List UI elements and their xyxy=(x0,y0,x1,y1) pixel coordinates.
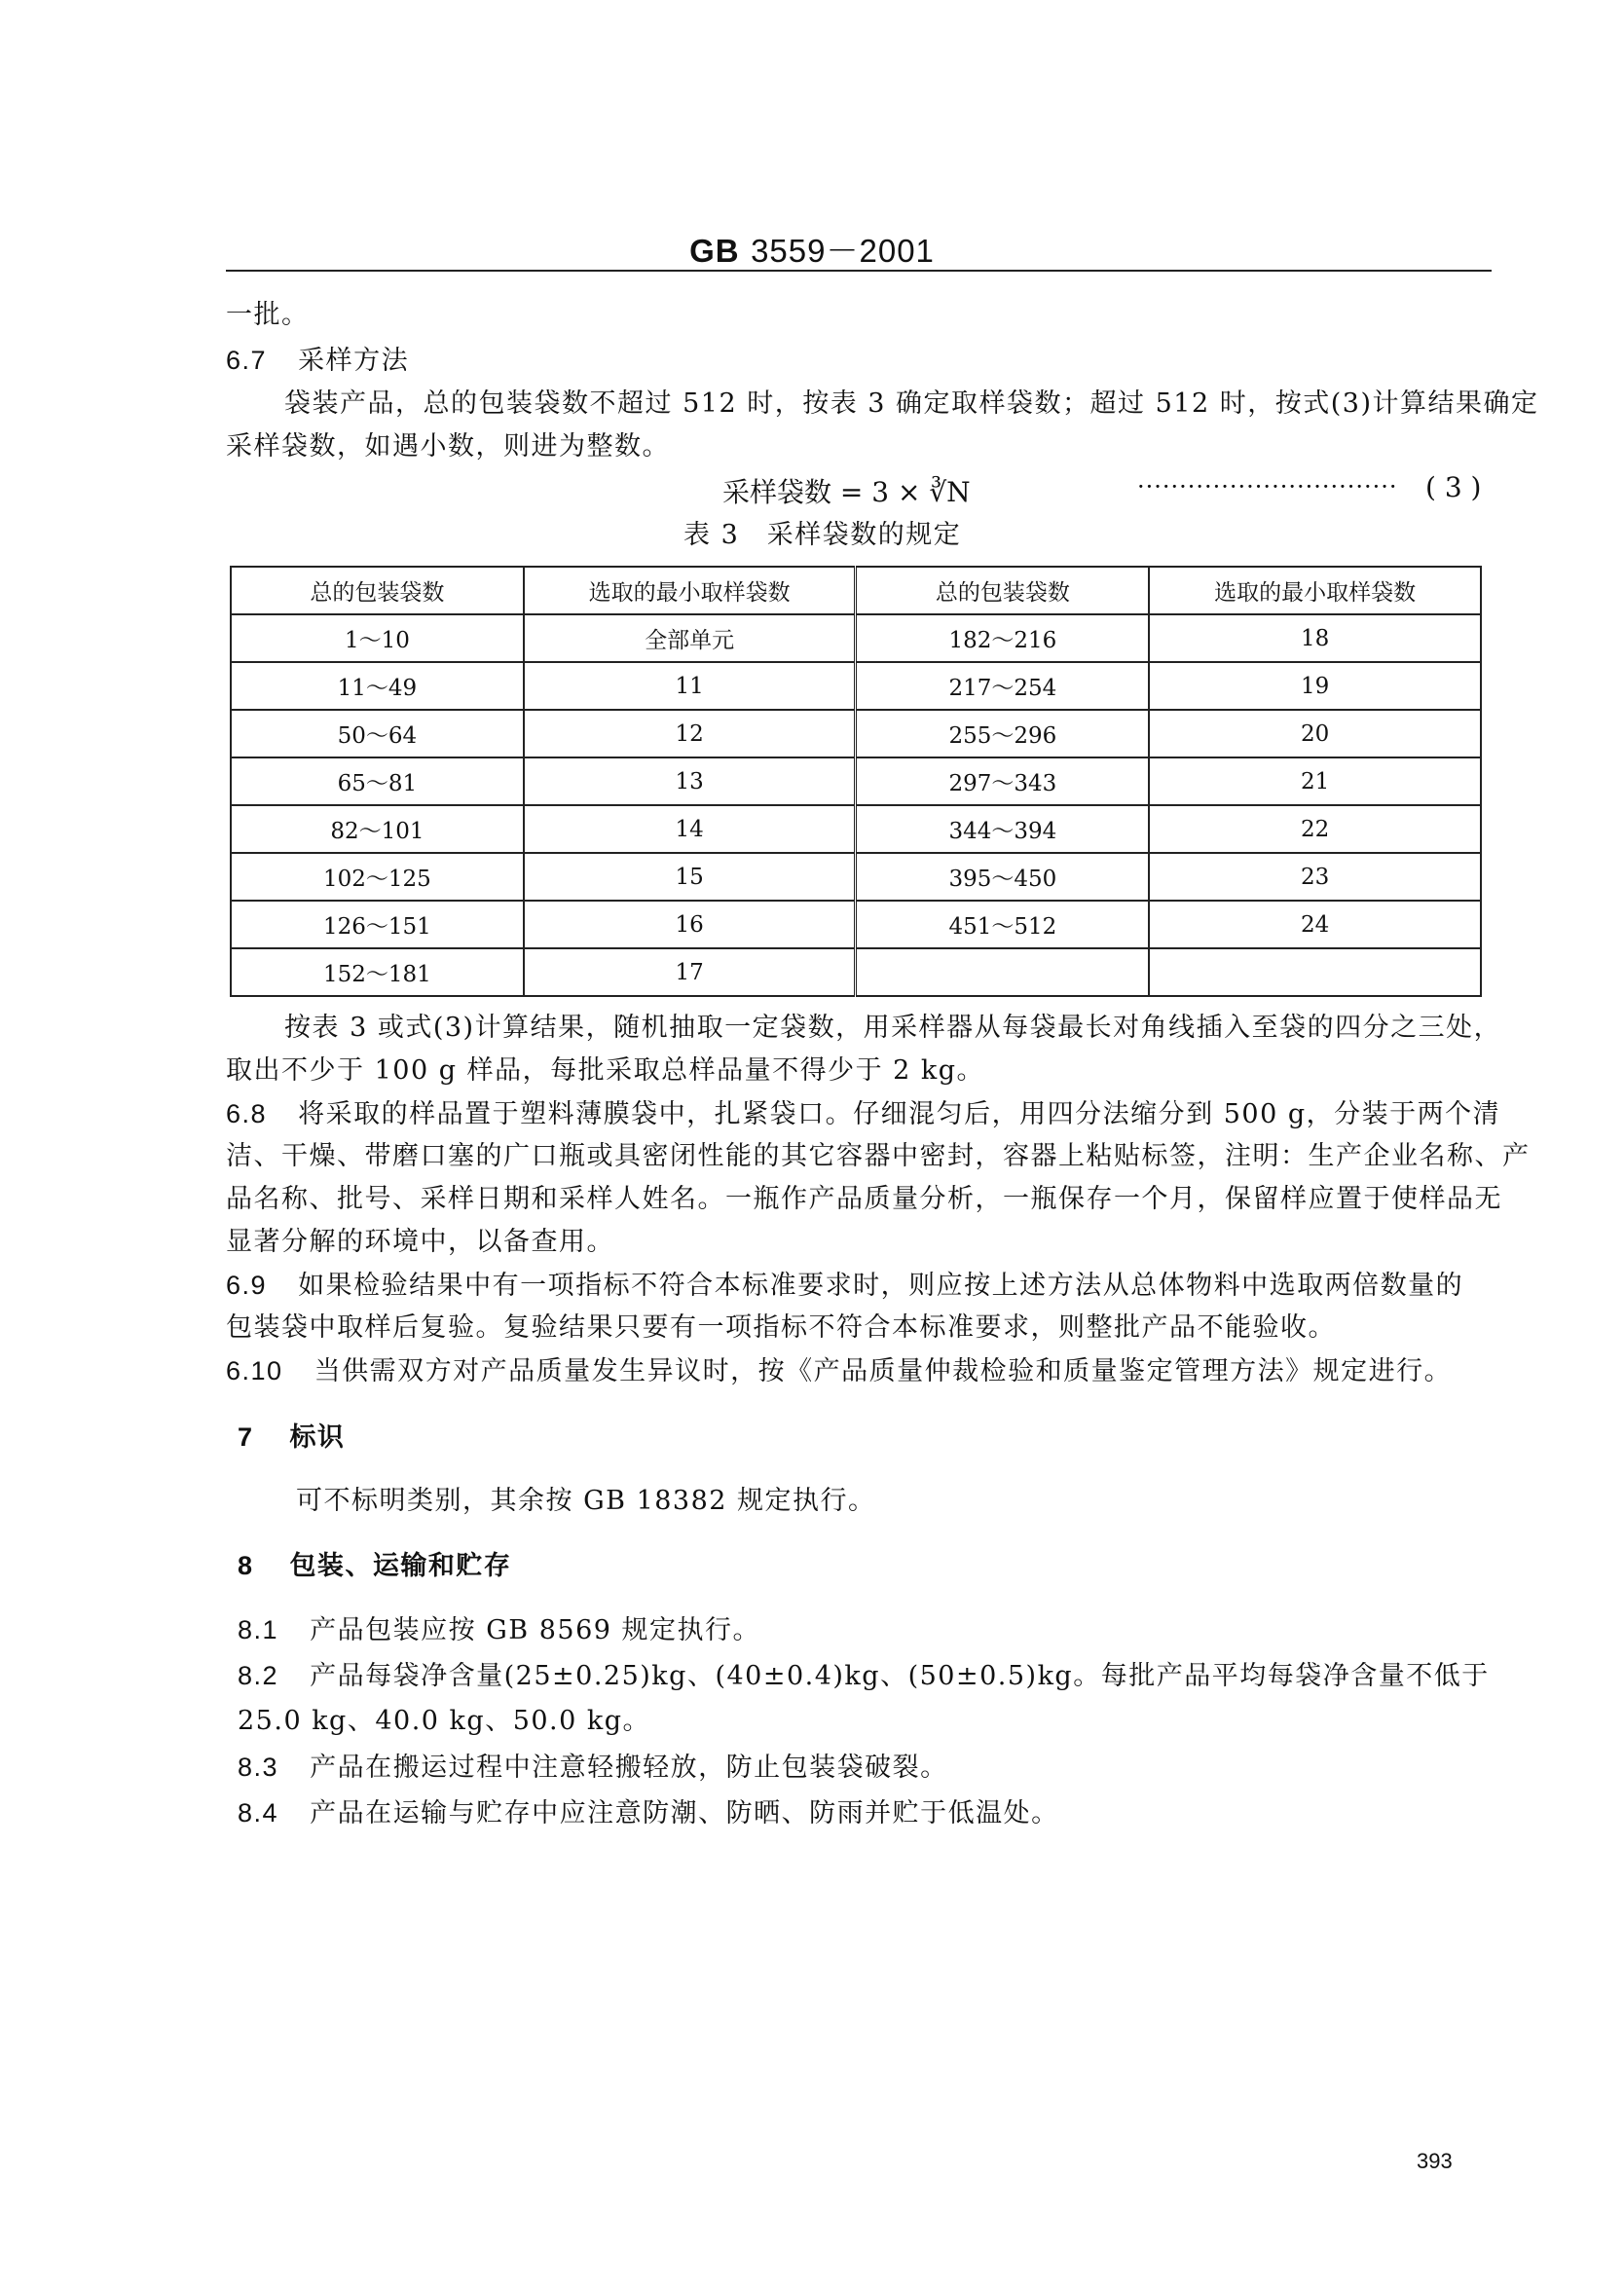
table-cell xyxy=(856,948,1149,996)
table-row xyxy=(231,614,1481,662)
continued-text: 一批。 xyxy=(226,300,310,330)
table-cell: 102～125 xyxy=(231,853,524,901)
section-number: 6.8 xyxy=(226,1099,268,1128)
table-cell: 全部单元 xyxy=(524,614,856,662)
standard-number: 3559－2001 xyxy=(751,233,935,269)
section-number: 8.4 xyxy=(238,1798,279,1828)
paragraph-line: 品名称、批号、采样日期和采样人姓名。一瓶作产品质量分析，一瓶保存一个月，保留样应置于使样品无 xyxy=(226,1184,1502,1214)
section-8-2-line xyxy=(238,1656,1490,1696)
section-8-3-line xyxy=(238,1748,948,1788)
paragraph-text: 产品每袋净含量(25±0.25)kg、(40±0.4)kg、(50±0.5)kg。每批产品平均每袋净含量不低于 xyxy=(310,1661,1490,1691)
table-row xyxy=(231,662,1481,710)
section-number: 6.9 xyxy=(226,1271,268,1300)
section-number: 6.7 xyxy=(226,346,268,375)
table-cell: 21 xyxy=(1149,757,1481,805)
table-cell: 82～101 xyxy=(231,805,524,853)
table-row xyxy=(231,853,1481,901)
section-8-1-line xyxy=(238,1610,760,1650)
table-header-cell: 总的包装袋数 xyxy=(856,567,1149,614)
table-cell: 22 xyxy=(1149,805,1481,853)
formula: 采样袋数 = 3 × ∛N xyxy=(722,476,971,508)
table-row xyxy=(231,948,1481,996)
paragraph-line: 可不标明类别，其余按 GB 18382 规定执行。 xyxy=(296,1486,876,1516)
table-cell: 65～81 xyxy=(231,757,524,805)
table-cell: 24 xyxy=(1149,901,1481,948)
table-cell: 11～49 xyxy=(231,662,524,710)
table-header-row xyxy=(231,567,1481,614)
section-title: 包装、运输和贮存 xyxy=(289,1551,512,1581)
table-cell: 12 xyxy=(524,710,856,757)
page-header xyxy=(0,226,1624,272)
table-cell: 23 xyxy=(1149,853,1481,901)
section-number: 8 xyxy=(238,1551,254,1580)
section-number: 6.10 xyxy=(226,1356,283,1385)
paragraph-text: 将采取的样品置于塑料薄膜袋中，扎紧袋口。仔细混匀后，用四分法缩分到 500 g，分装于两个清 xyxy=(298,1099,1501,1129)
table-cell: 217～254 xyxy=(856,662,1149,710)
paragraph-line: 袋装产品，总的包装袋数不超过 512 时，按表 3 确定取样袋数；超过 512 时，按式(3)计算结果确定 xyxy=(284,388,1539,419)
table-header-cell: 选取的最小取样袋数 xyxy=(1149,567,1481,614)
table-row xyxy=(231,710,1481,757)
section-number: 7 xyxy=(238,1422,254,1452)
sampling-table xyxy=(230,566,1482,997)
section-6-9-line xyxy=(226,1266,1463,1306)
table-cell: 297～343 xyxy=(856,757,1149,805)
table-caption: 表 3 采样袋数的规定 xyxy=(683,520,962,550)
paragraph-text: 当供需双方对产品质量发生异议时，按《产品质量仲裁检验和质量鉴定管理方法》规定进行。 xyxy=(314,1356,1453,1386)
section-7-heading xyxy=(238,1418,345,1458)
section-title: 标识 xyxy=(289,1422,346,1453)
table-cell: 15 xyxy=(524,853,856,901)
section-6-7-heading xyxy=(226,341,409,381)
section-6-10-line xyxy=(226,1351,1452,1391)
table-row xyxy=(231,805,1481,853)
paragraph-line: 洁、干燥、带磨口塞的广口瓶或具密闭性能的其它容器中密封，容器上粘贴标签，注明：生产企业名称、产 xyxy=(226,1141,1531,1171)
table-cell: 126～151 xyxy=(231,901,524,948)
table-cell: 16 xyxy=(524,901,856,948)
table-row xyxy=(231,757,1481,805)
table-cell: 451～512 xyxy=(856,901,1149,948)
table-cell: 1～10 xyxy=(231,614,524,662)
table-cell: 255～296 xyxy=(856,710,1149,757)
table-cell: 13 xyxy=(524,757,856,805)
formula-leader-dots: ······························· xyxy=(1137,473,1398,500)
paragraph-text: 产品包装应按 GB 8569 规定执行。 xyxy=(310,1615,761,1645)
section-number: 8.3 xyxy=(238,1753,279,1782)
table-cell: 344～394 xyxy=(856,805,1149,853)
paragraph-line: 显著分解的环境中，以备查用。 xyxy=(226,1227,614,1257)
table-cell: 14 xyxy=(524,805,856,853)
table-cell: 11 xyxy=(524,662,856,710)
paragraph-line: 25.0 kg、40.0 kg、50.0 kg。 xyxy=(238,1706,651,1736)
table-cell: 19 xyxy=(1149,662,1481,710)
table-cell: 18 xyxy=(1149,614,1481,662)
paragraph-line: 采样袋数，如遇小数，则进为整数。 xyxy=(226,431,670,461)
section-6-8-line xyxy=(226,1094,1500,1134)
formula-number: ( 3 ) xyxy=(1425,471,1482,503)
table-cell: 20 xyxy=(1149,710,1481,757)
table-header-cell: 选取的最小取样袋数 xyxy=(524,567,856,614)
paragraph-text: 如果检验结果中有一项指标不符合本标准要求时，则应按上述方法从总体物料中选取两倍数量的 xyxy=(298,1271,1464,1301)
paragraph-line: 取出不少于 100 g 样品，每批采取总样品量不得少于 2 kg。 xyxy=(226,1055,985,1086)
paragraph-line: 按表 3 或式(3)计算结果，随机抽取一定袋数，用采样器从每袋最长对角线插入至袋的四分之三处， xyxy=(284,1013,1502,1043)
standard-code: GB xyxy=(689,233,740,269)
table-header-cell: 总的包装袋数 xyxy=(231,567,524,614)
section-title: 采样方法 xyxy=(298,346,410,376)
table-cell: 182～216 xyxy=(856,614,1149,662)
table-cell: 395～450 xyxy=(856,853,1149,901)
page-number: 393 xyxy=(1417,2149,1453,2173)
section-8-heading xyxy=(238,1546,511,1586)
section-number: 8.1 xyxy=(238,1615,279,1644)
section-8-4-line xyxy=(238,1793,1059,1833)
table-cell: 152～181 xyxy=(231,948,524,996)
table-cell: 17 xyxy=(524,948,856,996)
paragraph-text: 产品在运输与贮存中应注意防潮、防晒、防雨并贮于低温处。 xyxy=(310,1798,1059,1828)
table-cell xyxy=(1149,948,1481,996)
paragraph-line: 包装袋中取样后复验。复验结果只要有一项指标不符合本标准要求，则整批产品不能验收。 xyxy=(226,1312,1336,1343)
table-cell: 50～64 xyxy=(231,710,524,757)
paragraph-text: 产品在搬运过程中注意轻搬轻放，防止包装袋破裂。 xyxy=(310,1753,948,1783)
header-rule xyxy=(226,270,1492,272)
table-row xyxy=(231,901,1481,948)
section-number: 8.2 xyxy=(238,1661,279,1690)
